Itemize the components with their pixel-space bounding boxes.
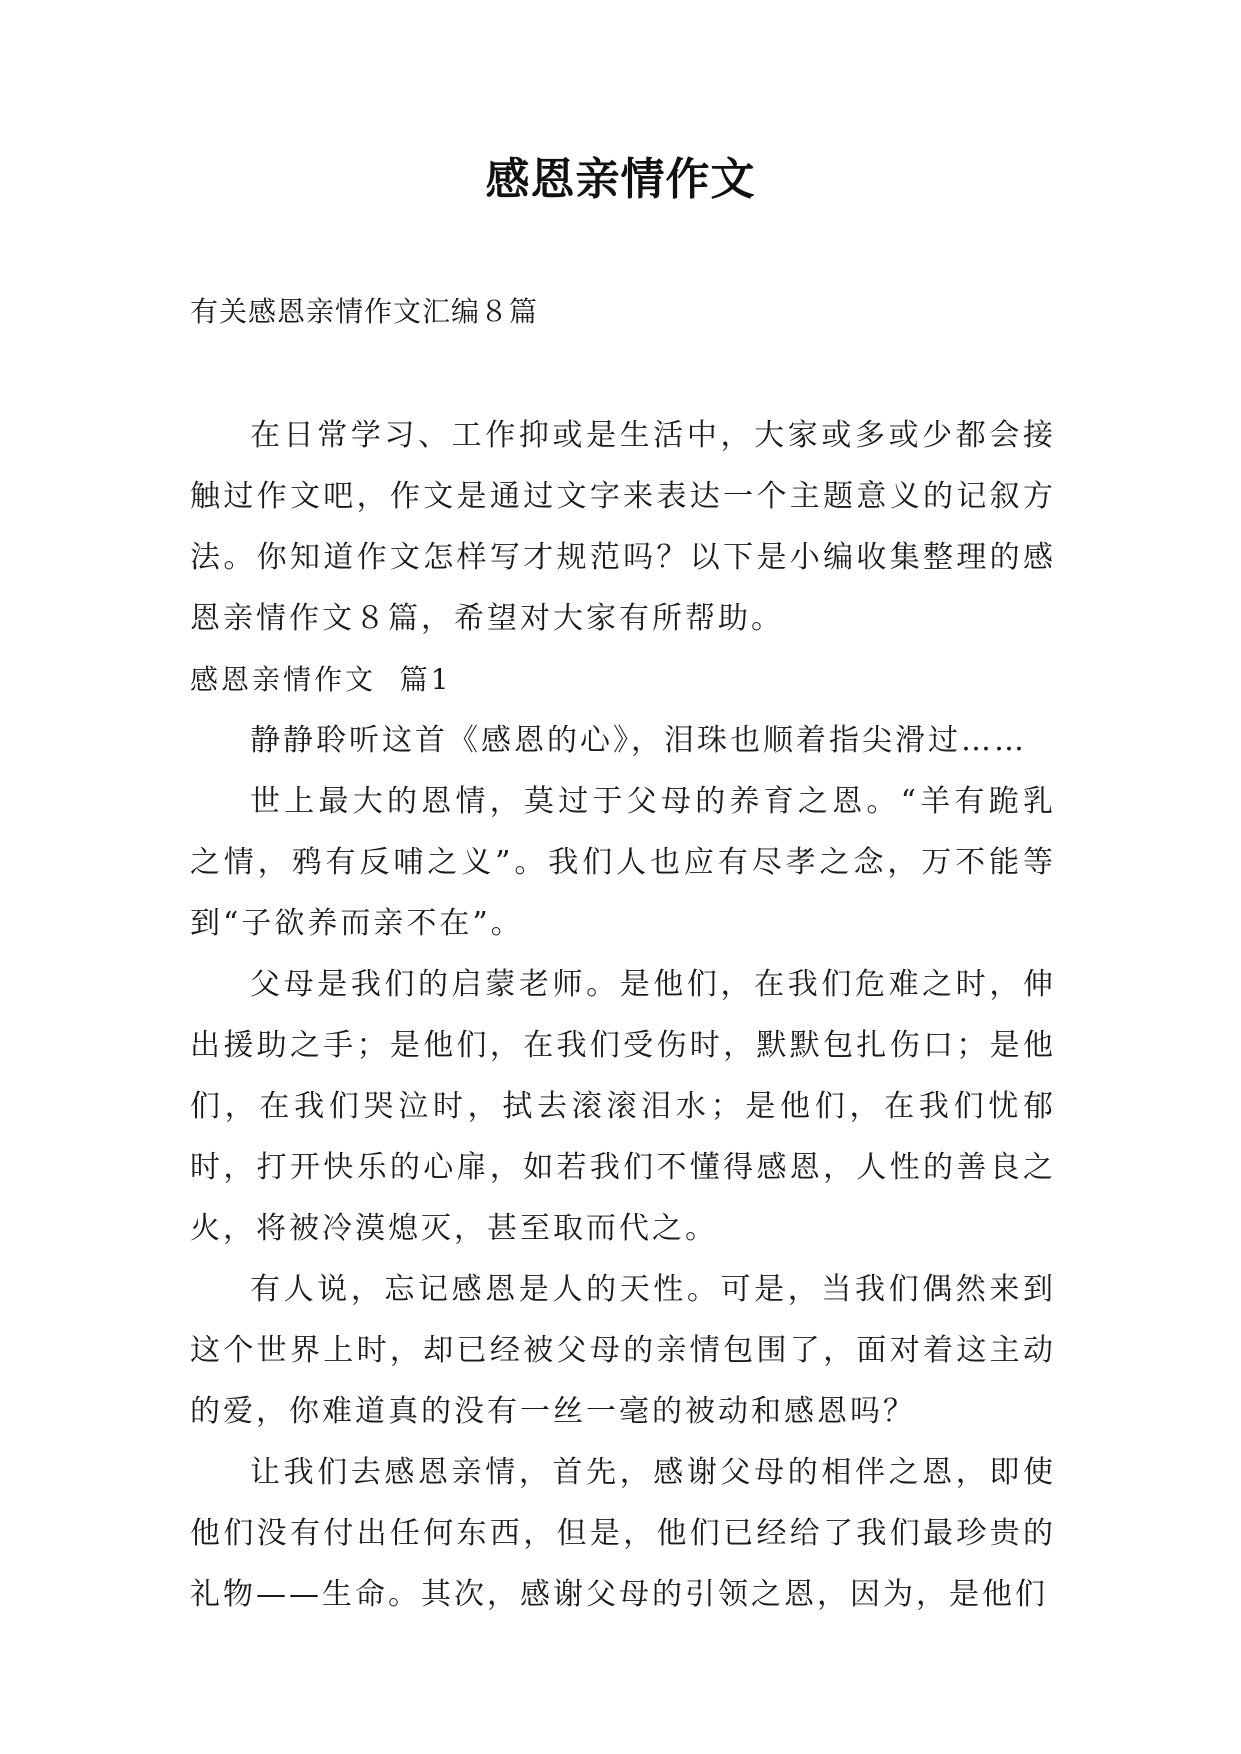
document-body bbox=[190, 405, 1056, 1625]
document-title: 感恩亲情作文 bbox=[485, 154, 756, 205]
body-paragraph-3: 父母是我们的启蒙老师。是他们，在我们危难之时，伸出援助之手；是他们，在我们受伤时，默默包扎伤口；是他们，在我们哭泣时，拭去滚滚泪水；是他们，在我们忧郁时，打开快乐的心扉，如若我们不懂得感恩，人性的善良之火，将被冷漠熄灭，甚至取而代之。 bbox=[190, 967, 1056, 1246]
document-subtitle: 有关感恩亲情作文汇编８篇 bbox=[190, 295, 539, 328]
body-paragraph-5: 让我们去感恩亲情，首先，感谢父母的相伴之恩，即使他们没有付出任何东西，但是，他们已经给了我们最珍贵的礼物——生命。其次，感谢父母的引领之恩，因为，是他们 bbox=[190, 1455, 1056, 1612]
body-paragraph-1: 静静聆听这首《感恩的心》，泪珠也顺着指尖滑过…… bbox=[250, 723, 1027, 758]
intro-paragraph: 在日常学习、工作抑或是生活中，大家或多或少都会接触过作文吧，作文是通过文字来表达一个主题意义的记叙方法。你知道作文怎样写才规范吗？以下是小编收集整理的感恩亲情作文８篇，希望对大家有所帮助。 bbox=[190, 418, 1056, 636]
body-paragraph-4: 有人说，忘记感恩是人的天性。可是，当我们偶然来到这个世界上时，却已经被父母的亲情包围了，面对着这主动的爱，你难道真的没有一丝一毫的被动和感恩吗？ bbox=[190, 1272, 1056, 1429]
body-paragraph-2: 世上最大的恩情，莫过于父母的养育之恩。“羊有跪乳之情，鸦有反哺之义”。我们人也应有尽孝之念，万不能等到“子欲养而亲不在”。 bbox=[190, 784, 1056, 941]
section-heading: 感恩亲情作文 篇1 bbox=[190, 663, 452, 696]
